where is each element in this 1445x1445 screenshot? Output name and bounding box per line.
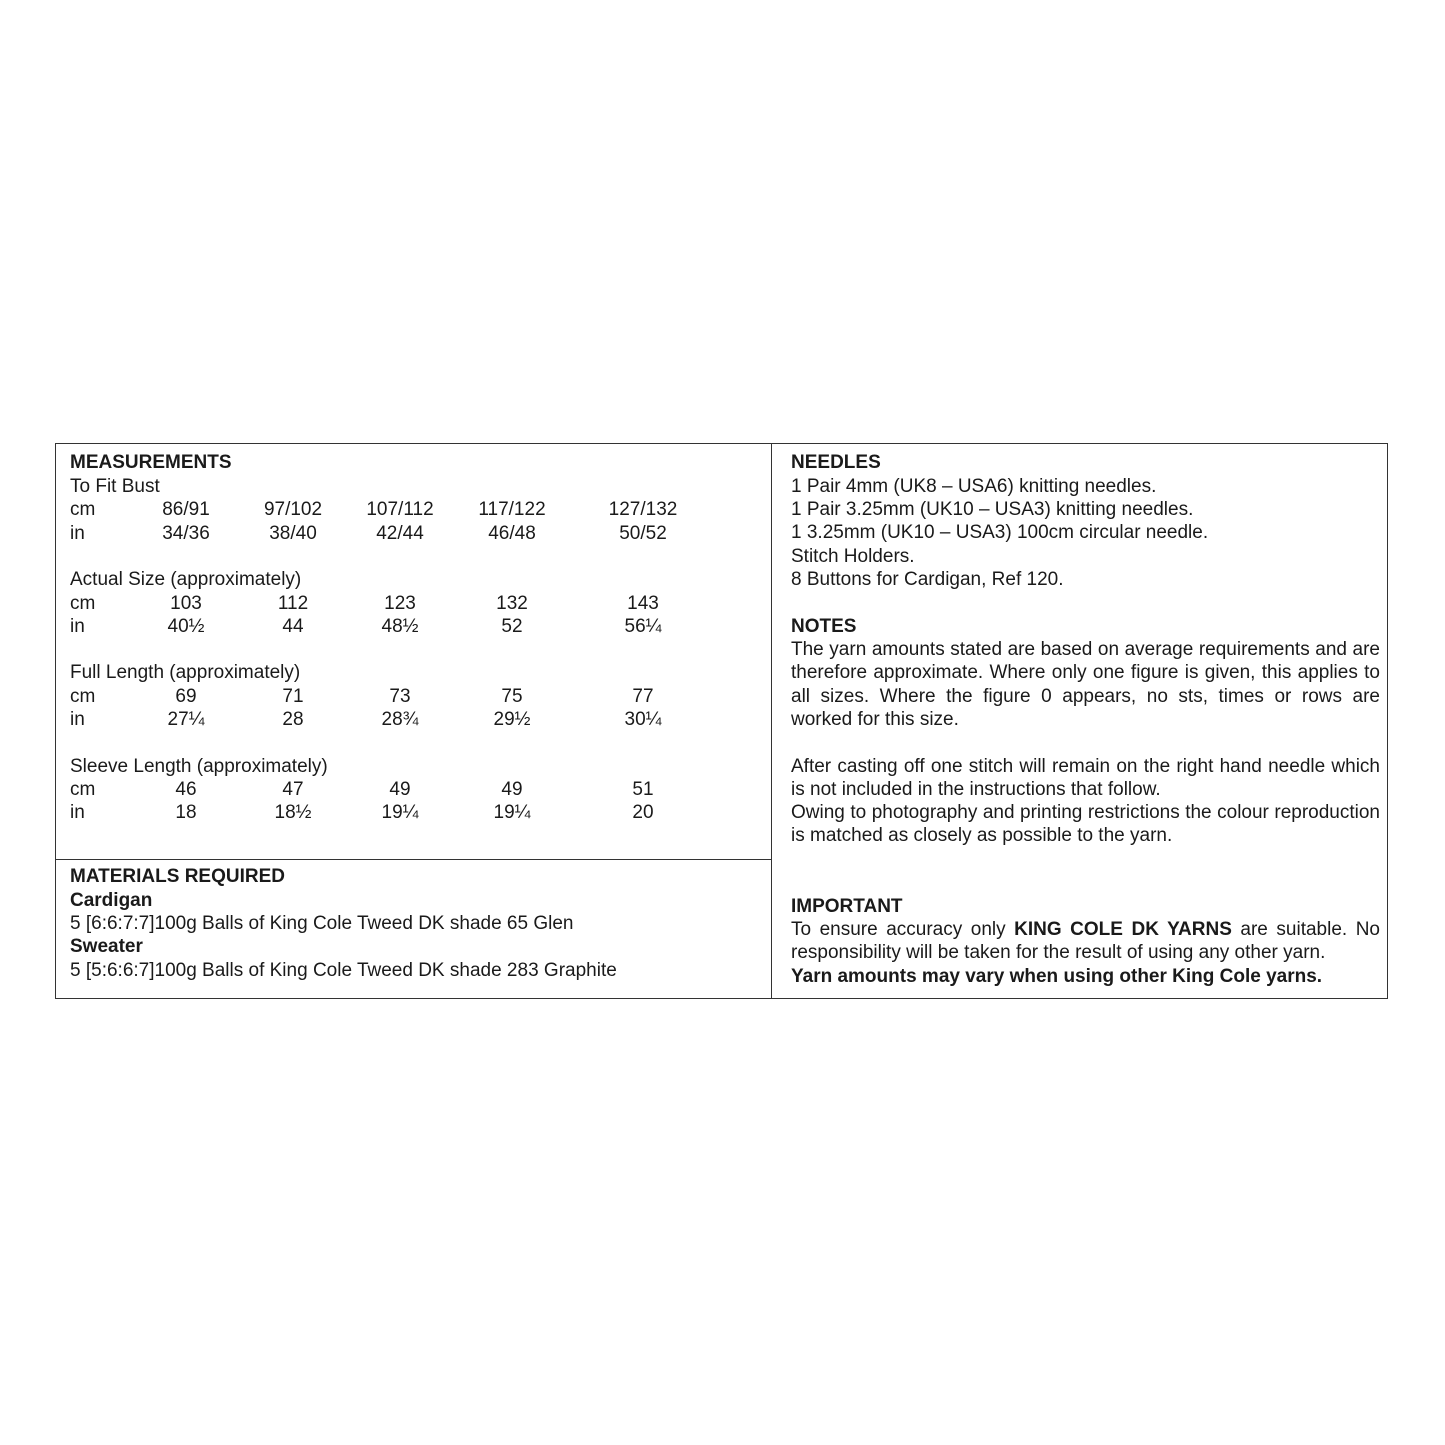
- notes-paragraph-2: After casting off one stitch will remain on the right hand needle which is not included in the instructions that follow.: [791, 756, 1380, 801]
- section-divider: [56, 859, 771, 860]
- measurement-section-title: To Fit Bust: [70, 476, 160, 497]
- measurement-section-title: Actual Size (approximately): [70, 569, 302, 591]
- measurement-value: 38/40: [269, 522, 317, 544]
- measurement-value: 49: [501, 778, 523, 800]
- important-text: [791, 918, 1380, 965]
- needle-item: Stitch Holders.: [791, 546, 915, 567]
- measurement-value: 48½: [381, 615, 419, 637]
- needles-heading: NEEDLES: [791, 452, 881, 473]
- measurement-value: 46: [175, 778, 197, 800]
- measurement-unit: in: [70, 522, 85, 544]
- measurement-value: 29½: [493, 709, 531, 730]
- sweater-yarn: 5 [5:6:6:7]100g Balls of King Cole Tweed DK shade 283 Graphite: [70, 960, 617, 981]
- important-text-end: are suitable. No responsibility will be taken for the result of using any other yarn.: [791, 919, 1380, 964]
- measurement-unit: cm: [70, 685, 96, 707]
- measurement-unit: in: [70, 615, 85, 637]
- measurement-value: 46/48: [488, 522, 536, 544]
- measurement-value: 27¼: [167, 709, 205, 730]
- needle-item: 1 Pair 3.25mm (UK10 – USA3) knitting needles.: [791, 499, 1194, 520]
- measurement-value: 44: [282, 615, 304, 637]
- measurement-value: 86/91: [162, 499, 210, 521]
- measurement-value: 47: [282, 778, 304, 800]
- measurement-value: 127/132: [608, 499, 678, 521]
- measurement-value: 123: [384, 592, 416, 614]
- measurement-value: 28: [282, 709, 304, 730]
- measurement-section-title: Full Length (approximately): [70, 662, 301, 684]
- sweater-label: Sweater: [70, 936, 143, 957]
- measurement-value: 18: [175, 802, 197, 824]
- measurement-value: 28¾: [381, 709, 419, 730]
- measurement-value: 49: [389, 778, 411, 800]
- measurement-unit: cm: [70, 499, 96, 521]
- measurement-value: 52: [501, 615, 523, 637]
- measurement-value: 19¼: [493, 802, 531, 824]
- measurement-value: 75: [501, 685, 523, 707]
- needle-item: 8 Buttons for Cardigan, Ref 120.: [791, 569, 1064, 590]
- measurement-unit: cm: [70, 778, 96, 800]
- measurement-value: 34/36: [162, 522, 210, 544]
- measurements-heading: MEASUREMENTS: [70, 452, 232, 473]
- notes-paragraph-1: The yarn amounts stated are based on average requirements and are therefore approximate. Where only one figure is given, this applies to all sizes. Where the figure 0 appears, no sts, times or rows are worked for this size.: [791, 639, 1380, 730]
- measurement-value: 19¼: [381, 802, 419, 824]
- important-heading: IMPORTANT: [791, 896, 903, 917]
- important-bold-note: Yarn amounts may vary when using other King Cole yarns.: [791, 966, 1323, 987]
- measurement-unit: in: [70, 802, 85, 824]
- materials-heading: MATERIALS REQUIRED: [70, 866, 285, 887]
- measurement-value: 50/52: [619, 522, 667, 544]
- measurement-value: 77: [632, 685, 654, 707]
- important-text-start: To ensure accuracy only: [791, 919, 1015, 940]
- measurement-value: 18½: [274, 802, 312, 824]
- needle-item: 1 Pair 4mm (UK8 – USA6) knitting needles.: [791, 476, 1157, 497]
- notes-heading: NOTES: [791, 616, 857, 637]
- important-brand: KING COLE DK YARNS: [1014, 919, 1232, 940]
- measurement-value: 143: [627, 592, 659, 614]
- measurement-value: 97/102: [263, 499, 323, 521]
- measurement-value: 132: [496, 592, 528, 614]
- measurement-value: 73: [389, 685, 411, 707]
- cardigan-label: Cardigan: [70, 890, 153, 911]
- column-divider: [771, 444, 772, 998]
- measurement-unit: in: [70, 709, 85, 730]
- measurement-value: 107/112: [366, 499, 434, 521]
- cardigan-yarn: 5 [6:6:7:7]100g Balls of King Cole Tweed DK shade 65 Glen: [70, 913, 574, 934]
- notes-paragraph-3: Owing to photography and printing restrictions the colour reproduction is matched as closely as possible to the yarn.: [791, 802, 1380, 847]
- measurement-value: 69: [175, 685, 197, 707]
- measurement-section-title: Sleeve Length (approximately): [70, 755, 328, 777]
- measurement-value: 103: [170, 592, 202, 614]
- needle-item: 1 3.25mm (UK10 – USA3) 100cm circular needle.: [791, 522, 1209, 543]
- measurement-value: 71: [282, 685, 304, 707]
- measurement-value: 20: [632, 802, 654, 824]
- measurement-value: 117/122: [478, 499, 546, 521]
- measurement-value: 42/44: [376, 522, 424, 544]
- measurement-value: 30¼: [624, 709, 662, 730]
- measurement-value: 112: [277, 592, 309, 614]
- measurement-value: 51: [632, 778, 654, 800]
- measurement-value: 56¼: [624, 615, 662, 637]
- measurement-unit: cm: [70, 592, 96, 614]
- measurement-value: 40½: [167, 615, 205, 637]
